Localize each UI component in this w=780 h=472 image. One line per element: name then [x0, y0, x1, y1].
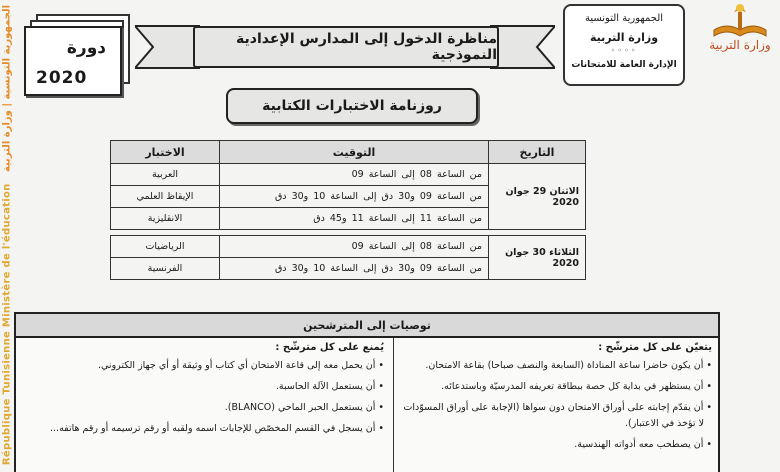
exam-date: الثلاثاء 30 جوان 2020: [489, 236, 586, 280]
session-year: 2020: [36, 68, 88, 88]
table-header-row: [111, 141, 586, 164]
exam-time: من الساعة 09 و30 دق إلى الساعة 10 و30 دق: [220, 258, 489, 280]
ministry-box: [563, 4, 685, 86]
vertical-watermark-strip: [0, 0, 14, 470]
exam-time: من الساعة 08 إلى الساعة 09: [220, 236, 489, 258]
logo-text: وزارة التربية: [709, 38, 771, 52]
watermark-ar: الجمهورية التونسية | وزارة التربية: [1, 4, 13, 173]
exam-time: من الساعة 09 و30 دق إلى الساعة 10 و30 دق: [220, 186, 489, 208]
list-item: لا تؤخذ في الاعتبار).: [624, 418, 704, 429]
ministry-logo: [700, 0, 780, 60]
exam-subject: الإيقاظ العلمي: [111, 186, 220, 208]
schedule-subtitle: روزنامة الاختبارات الكتابية: [226, 88, 478, 124]
list-item: • أن يستعمل الآلة الحاسبة.: [275, 381, 384, 392]
ministry-directorate: الإدارة العامة للامتحانات: [571, 60, 677, 70]
session-box: [24, 26, 122, 96]
header-subject: الاختبار: [111, 141, 220, 164]
exam-subject: الانقليزية: [111, 208, 220, 230]
exam-date: الاثنان 29 جوان 2020: [489, 164, 586, 230]
header-date: التاريخ: [489, 141, 586, 164]
exam-time: من الساعة 11 إلى الساعة 11 و45 دق: [220, 208, 489, 230]
ministry-dots: ◦◦◦◦: [610, 46, 638, 55]
title-ribbon: [135, 20, 555, 72]
list-item: • أن يستعمل الحبر الماحي (BLANCO).: [224, 402, 384, 413]
list-item: • أن يصطحب معه أدواته الهندسية.: [574, 439, 712, 450]
ministry-name: وزارة التربية: [589, 31, 659, 44]
recommendations-panel: [14, 312, 720, 472]
forbidden-heading: يُمنع على كل مترشّح :: [275, 342, 384, 353]
exam-subject: الرياضيات: [111, 236, 220, 258]
must-column: [393, 338, 718, 472]
list-item: • أن يستظهر في بداية كل حصة ببطاقة تعريفه المدرسيّة وباستدعائه.: [441, 381, 712, 392]
schedule-table: [110, 140, 586, 280]
forbidden-column: [16, 338, 390, 472]
must-heading: يتعيّن على كل مترشّح :: [598, 342, 712, 353]
page-title: مناظرة الدخول إلى المدارس الإعدادية النموذجية: [193, 26, 499, 68]
list-item: • أن يحمل معه إلى قاعة الامتحان أي كتاب أو وثيقة أو أي جهاز الكتروني.: [97, 360, 384, 371]
list-item: • أن يكون حاضرا ساعة المناداة (السابعة والنصف صباحا) بقاعة الامتحان.: [425, 360, 712, 371]
list-item: • أن يقدّم إجابته على أوراق الامتحان دون سواها (الإجابة على أوراق المسوّدات: [403, 402, 712, 413]
exam-subject: العربية: [111, 164, 220, 186]
list-item: • أن يسجل في القسم المخصّص للإجابات اسمه ولقبه أو رقم ترسيمه أو رقم هاتفه...: [50, 423, 384, 434]
watermark-fr: République Tunisienne Ministère de l'éducation: [1, 183, 13, 466]
exam-time: من الساعة 08 إلى الساعة 09: [220, 164, 489, 186]
session-label: دورة: [66, 38, 106, 58]
recommendations-title: توصيات إلى المترشحين: [16, 314, 718, 338]
table-row: [111, 164, 586, 186]
header-time: التوقيت: [220, 141, 489, 164]
vertical-watermark-text: [2, 5, 13, 465]
table-row: [111, 236, 586, 258]
book-lamp-icon: [700, 0, 780, 40]
exam-subject: الفرنسية: [111, 258, 220, 280]
ministry-country: الجمهورية التونسية: [584, 13, 664, 24]
